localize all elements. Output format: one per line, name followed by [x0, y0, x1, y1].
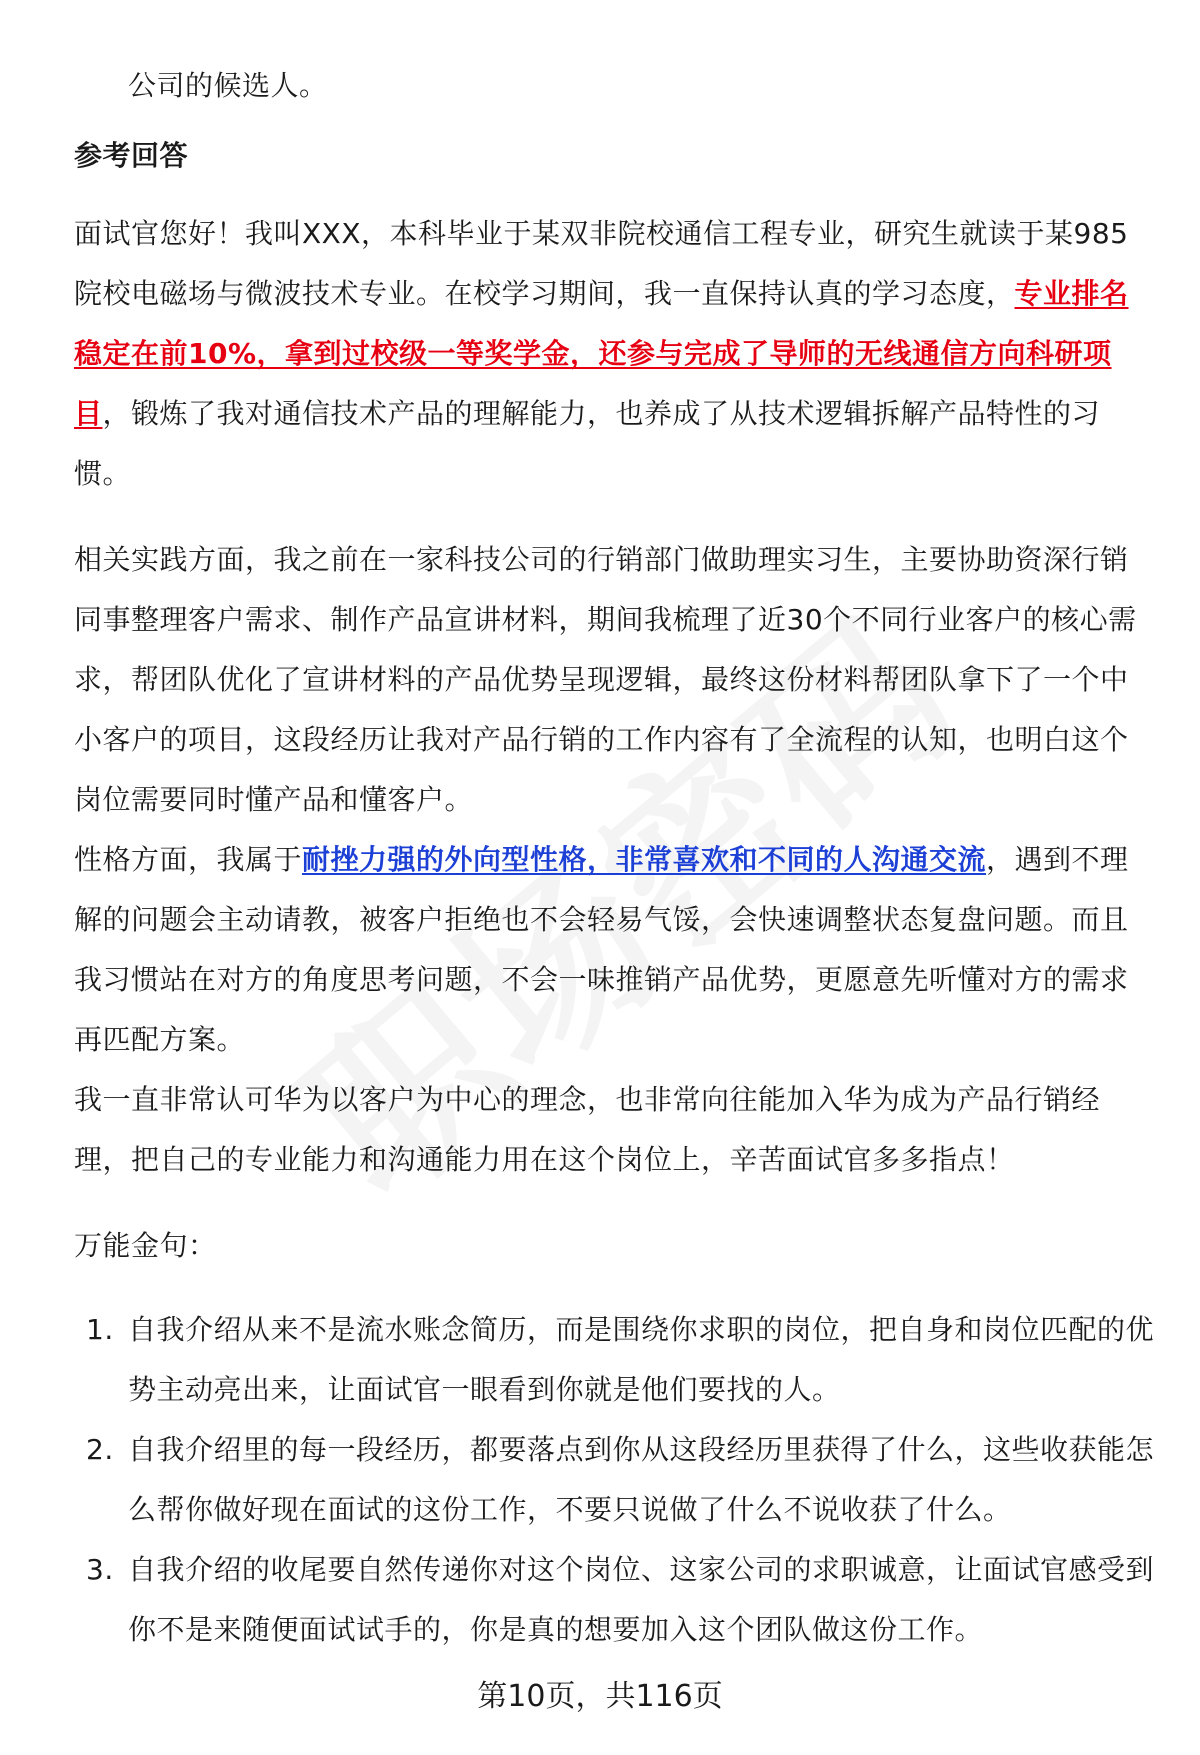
practice-paragraph: 相关实践方面，我之前在一家科技公司的行销部门做助理实习生，主要协助资深行销同事整理客户需求、制作产品宣讲材料，期间我梳理了近30个不同行业客户的核心需求，帮团队优化了宣讲材料的产品优势呈现逻辑，最终这份材料帮团队拿下了一个中小客户的项目，这段经历让我对产品行销的工作内容有了全流程的认知，也明白这个岗位需要同时懂产品和懂客户。 [74, 543, 1137, 816]
carryover-line: 公司的候选人。 [128, 69, 328, 102]
list-item-text: 自我介绍的收尾要自然传递你对这个岗位、这家公司的求职诚意，让面试官感受到你不是来随便面试试手的，你是真的想要加入这个团队做这份工作。 [128, 1553, 1155, 1646]
personality-text-before: 性格方面，我属于 [74, 843, 303, 876]
page-footer: 第10页，共116页 [477, 1679, 723, 1714]
highlight-personality: 耐挫力强的外向型性格，非常喜欢和不同的人沟通交流 [302, 843, 987, 876]
intro-text-before: 面试官您好！我叫XXX，本科毕业于某双非院校通信工程专业，研究生就读于某985院校电磁场与微波技术专业。在校学习期间，我一直保持认真的学习态度， [74, 217, 1129, 310]
list-item-text: 自我介绍从来不是流水账念简历，而是围绕你求职的岗位，把自身和岗位匹配的优势主动亮出来，让面试官一眼看到你就是他们要找的人。 [128, 1313, 1155, 1406]
tips-title: 万能金句： [74, 1229, 217, 1262]
personality-paragraph [74, 830, 1154, 1070]
intro-paragraph [74, 204, 1154, 504]
closing-paragraph: 我一直非常认可华为以客户为中心的理念，也非常向往能加入华为成为产品行销经理，把自己的专业能力和沟通能力用在这个岗位上，辛苦面试官多多指点！ [74, 1083, 1101, 1176]
list-item-text: 自我介绍里的每一段经历，都要落点到你从这段经历里获得了什么，这些收获能怎么帮你做好现在面试的这份工作，不要只说做了什么不说收获了什么。 [128, 1433, 1155, 1526]
section-heading: 参考回答 [74, 139, 189, 172]
highlight-achievements: 专业排名稳定在前10%，拿到过校级一等奖学金，还参与完成了导师的无线通信方向科研项目 [74, 277, 1129, 430]
list-item-number: 3. [86, 1553, 114, 1586]
list-item [74, 1300, 1154, 1420]
list-item-number: 2. [86, 1433, 114, 1466]
list-item [74, 1420, 1154, 1540]
list-item [74, 1540, 1154, 1660]
intro-text-after: ，锻炼了我对通信技术产品的理解能力，也养成了从技术逻辑拆解产品特性的习惯。 [74, 397, 1101, 490]
list-item-number: 1. [86, 1313, 114, 1346]
document-page [74, 56, 1154, 1660]
tips-list [74, 1300, 1154, 1660]
personality-text-after: ，遇到不理解的问题会主动请教，被客户拒绝也不会轻易气馁，会快速调整状态复盘问题。而且我习惯站在对方的角度思考问题，不会一味推销产品优势，更愿意先听懂对方的需求再匹配方案。 [74, 843, 1129, 1056]
